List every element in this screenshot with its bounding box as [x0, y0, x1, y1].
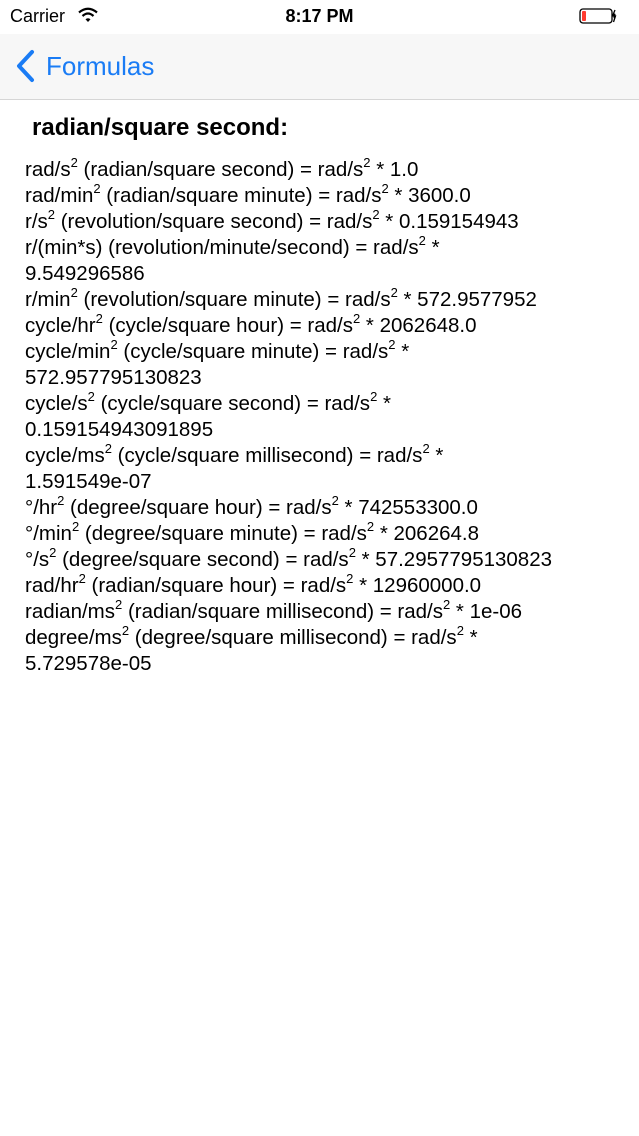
- formula-text: * 572.9577952: [397, 288, 537, 311]
- formula-text: * 206264.8: [374, 522, 480, 545]
- formula-text: * 1.0: [370, 158, 419, 181]
- formula-line: [25, 469, 625, 495]
- formula-text: (revolution/square second) = rad/s: [55, 210, 373, 233]
- formula-line: [25, 183, 625, 209]
- exponent: 2: [363, 155, 371, 171]
- exponent: 2: [49, 545, 57, 561]
- formula-text: °/hr: [25, 496, 58, 519]
- status-time: 8:17 PM: [285, 6, 354, 26]
- exponent: 2: [422, 441, 430, 457]
- formula-line: [25, 495, 625, 521]
- formula-line: [25, 443, 625, 469]
- formula-text: 1.591549e-07: [25, 470, 152, 493]
- formula-text: *: [377, 392, 391, 415]
- formula-line: [25, 391, 625, 417]
- exponent: 2: [87, 389, 95, 405]
- formula-text: rad/hr: [25, 574, 79, 597]
- formula-text: *: [463, 626, 478, 649]
- formula-text: (revolution/square minute) = rad/s: [77, 288, 391, 311]
- formula-text: * 0.159154943: [379, 210, 519, 233]
- formula-line: [25, 625, 625, 651]
- formula-text: cycle/min: [25, 340, 111, 363]
- formula-text: *: [429, 444, 444, 467]
- formula-line: [25, 573, 625, 599]
- formula-line: [25, 521, 625, 547]
- formula-line: [25, 547, 625, 573]
- formula-text: cycle/hr: [25, 314, 96, 337]
- formula-text: rad/min: [25, 184, 94, 207]
- formula-text: * 3600.0: [388, 184, 471, 207]
- exponent: 2: [456, 623, 464, 639]
- formula-text: °/min: [25, 522, 72, 545]
- formula-line: [25, 651, 625, 677]
- back-button[interactable]: [14, 48, 154, 84]
- battery-icon: [579, 8, 619, 24]
- exponent: 2: [381, 181, 389, 197]
- exponent: 2: [115, 597, 123, 613]
- formula-text: (radian/square hour) = rad/s: [85, 574, 347, 597]
- exponent: 2: [93, 181, 101, 197]
- formula-text: * 57.2957795130823: [355, 548, 553, 571]
- formula-line: [25, 209, 625, 235]
- formula-list: [25, 157, 625, 677]
- formula-line: [25, 313, 625, 339]
- formula-text: 5.729578e-05: [25, 652, 152, 675]
- formula-text: rad/s: [25, 158, 71, 181]
- status-bar: [0, 0, 639, 34]
- exponent: 2: [78, 571, 86, 587]
- formula-text: cycle/ms: [25, 444, 105, 467]
- formula-text: * 1e-06: [450, 600, 523, 623]
- formula-text: cycle/s: [25, 392, 88, 415]
- formula-line: [25, 599, 625, 625]
- formula-text: (degree/square millisecond) = rad/s: [129, 626, 457, 649]
- exponent: 2: [366, 519, 375, 535]
- exponent: 2: [70, 285, 78, 301]
- exponent: 2: [372, 207, 380, 223]
- exponent: 2: [104, 441, 112, 457]
- formula-line: [25, 261, 625, 287]
- formula-text: *: [395, 340, 410, 363]
- chevron-left-icon: [14, 49, 36, 83]
- formula-text: (degree/square minute) = rad/s: [79, 522, 367, 545]
- exponent: 2: [71, 519, 80, 535]
- formula-text: r/min: [25, 288, 71, 311]
- formula-text: (degree/square second) = rad/s: [56, 548, 349, 571]
- carrier-label: Carrier: [10, 6, 66, 26]
- exponent: 2: [388, 337, 396, 353]
- formula-text: degree/ms: [25, 626, 122, 649]
- exponent: 2: [70, 155, 78, 171]
- formula-line: [25, 339, 625, 365]
- formula-text: (cycle/square millisecond) = rad/s: [111, 444, 423, 467]
- formula-line: [25, 235, 625, 261]
- formula-text: 0.159154943091895: [25, 418, 214, 441]
- formula-line: [25, 287, 625, 313]
- formula-text: 9.549296586: [25, 262, 145, 285]
- formula-text: (cycle/square minute) = rad/s: [117, 340, 389, 363]
- formula-text: (cycle/square second) = rad/s: [94, 392, 371, 415]
- formula-text: * 2062648.0: [360, 314, 477, 337]
- formula-text: (degree/square hour) = rad/s: [64, 496, 332, 519]
- formula-text: (radian/square minute) = rad/s: [100, 184, 382, 207]
- exponent: 2: [390, 285, 398, 301]
- formula-line: [25, 365, 625, 391]
- exponent: 2: [331, 493, 339, 509]
- exponent: 2: [348, 545, 356, 561]
- formula-text: * 742553300.0: [338, 496, 478, 519]
- formula-text: (radian/square second) = rad/s: [77, 158, 364, 181]
- exponent: 2: [418, 233, 426, 249]
- formula-text: *: [425, 236, 440, 259]
- formula-text: (cycle/square hour) = rad/s: [102, 314, 353, 337]
- back-label: Formulas: [46, 50, 155, 81]
- formula-text: 572.957795130823: [25, 366, 202, 389]
- navigation-bar: [0, 34, 639, 100]
- exponent: 2: [121, 623, 130, 639]
- formula-text: radian/ms: [25, 600, 116, 623]
- exponent: 2: [47, 207, 56, 223]
- exponent: 2: [346, 571, 354, 587]
- exponent: 2: [443, 597, 451, 613]
- exponent: 2: [95, 311, 103, 327]
- formula-line: [25, 417, 625, 443]
- exponent: 2: [57, 493, 65, 509]
- formula-line: [25, 157, 625, 183]
- formula-text: °/s: [25, 548, 50, 571]
- exponent: 2: [352, 311, 361, 327]
- formula-text: (radian/square millisecond) = rad/s: [122, 600, 443, 623]
- formula-text: r/s: [25, 210, 48, 233]
- formula-text: r/(min*s) (revolution/minute/second) = rad/s: [25, 236, 419, 259]
- exponent: 2: [110, 337, 118, 353]
- formula-text: * 12960000.0: [353, 574, 482, 597]
- exponent: 2: [370, 389, 378, 405]
- page-title: radian/square second:: [32, 114, 289, 141]
